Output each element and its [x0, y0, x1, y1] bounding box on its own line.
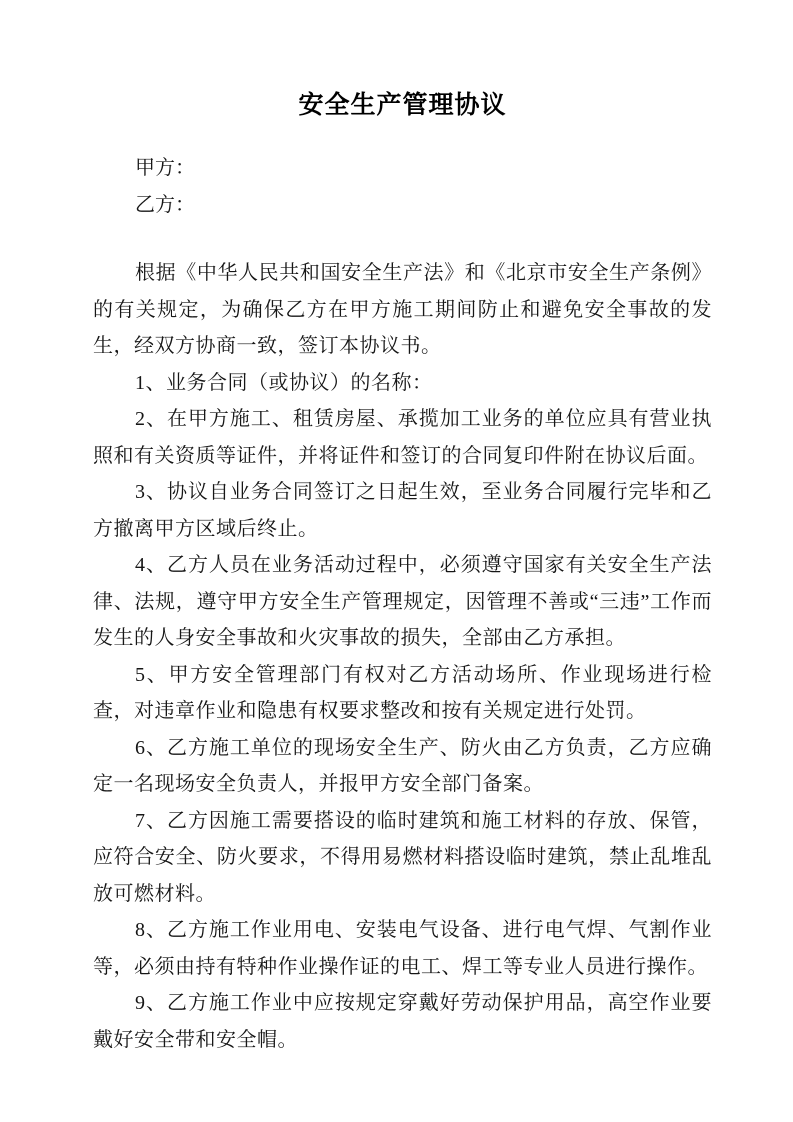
party-a-line: 甲方： — [135, 157, 195, 179]
clause-7: 7、乙方因施工需要搭设的临时建筑和施工材料的存放、保管，应符合安全、防火要求，不得用易燃材料搭设临时建筑，禁止乱堆乱放可燃材料。 — [93, 809, 712, 905]
document-title: 安全生产管理协议 — [298, 91, 507, 119]
clause-5: 5、甲方安全管理部门有权对乙方活动场所、作业现场进行检查，对违章作业和隐患有权要求整改和按有关规定进行处罚。 — [93, 663, 712, 722]
party-b-line: 乙方： — [135, 194, 195, 216]
clause-2: 2、在甲方施工、租赁房屋、承揽加工业务的单位应具有营业执照和有关资质等证件，并将证件和签订的合同复印件附在协议后面。 — [93, 408, 712, 467]
clause-9: 9、乙方施工作业中应按规定穿戴好劳动保护用品，高空作业要戴好安全带和安全帽。 — [93, 992, 712, 1051]
clause-3: 3、协议自业务合同签订之日起生效，至业务合同履行完毕和乙方撤离甲方区域后终止。 — [93, 481, 712, 540]
clause-1: 1、业务合同（或协议）的名称： — [135, 371, 433, 394]
clause-6: 6、乙方施工单位的现场安全生产、防火由乙方负责，乙方应确定一名现场安全负责人，并报甲方安全部门备案。 — [93, 736, 712, 795]
intro-paragraph: 根据《中华人民共和国安全生产法》和《北京市安全生产条例》的有关规定，为确保乙方在甲方施工期间防止和避免安全事故的发生，经双方协商一致，签订本协议书。 — [93, 262, 712, 357]
clause-8: 8、乙方施工作业用电、安装电气设备、进行电气焊、气割作业等，必须由持有特种作业操作证的电工、焊工等专业人员进行操作。 — [93, 919, 712, 978]
clause-4: 4、乙方人员在业务活动过程中，必须遵守国家有关安全生产法律、法规，遵守甲方安全生产管理规定，因管理不善或“三违”工作而发生的人身安全事故和火灾事故的损失，全部由乙方承担。 — [93, 554, 712, 649]
